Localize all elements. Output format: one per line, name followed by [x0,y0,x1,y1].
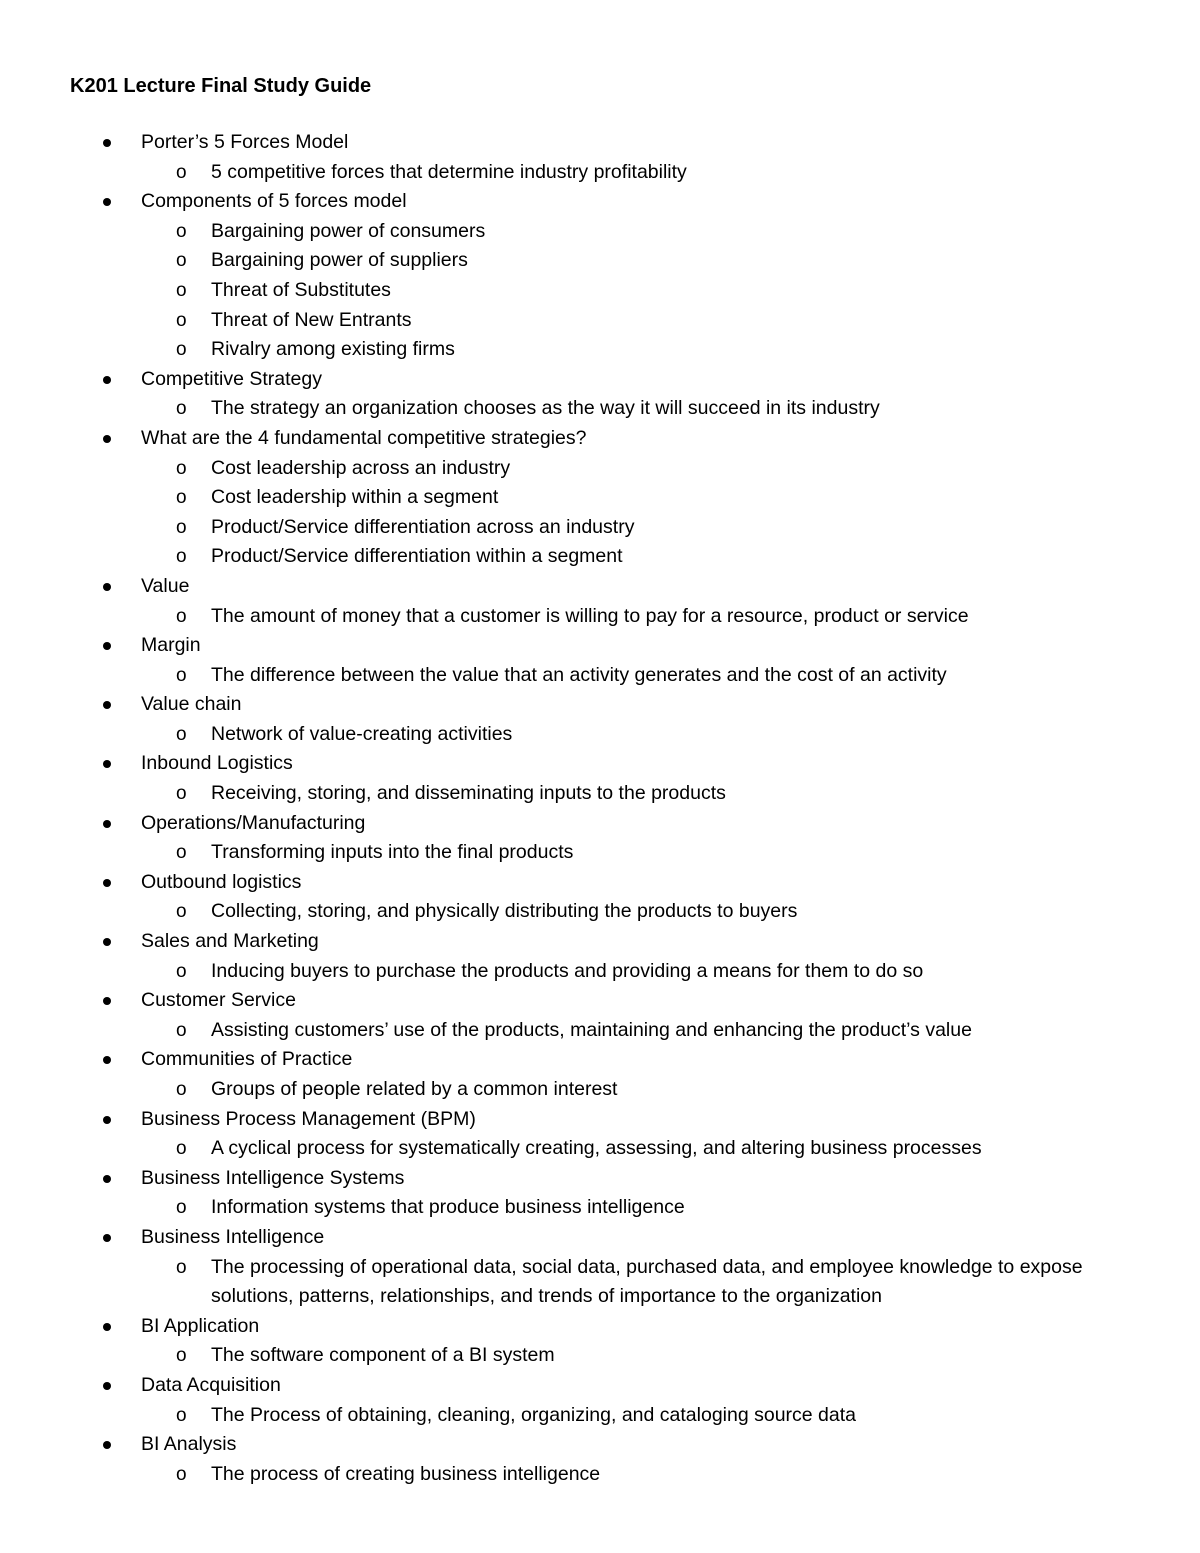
topic-row [0,1371,1200,1401]
bullet-icon [103,1382,111,1390]
sub-item-text: Bargaining power of suppliers [211,249,468,272]
document-title: K201 Lecture Final Study Guide [70,75,372,97]
hollow-bullet-icon: o [176,546,187,568]
sub-item-text: Cost leadership across an industry [211,456,511,479]
outline-topic [0,187,1200,365]
sub-item-list [0,1016,1200,1046]
topic-label: BI Application [141,1314,260,1337]
sub-item [0,779,1200,809]
sub-item [0,394,1200,424]
outline-topic [0,1223,1200,1312]
sub-item-list [0,838,1200,868]
sub-item [0,1401,1200,1431]
bullet-icon [103,435,111,443]
hollow-bullet-icon: o [176,487,187,509]
hollow-bullet-icon: o [176,220,187,242]
sub-item-text: The amount of money that a customer is willing to pay for a resource, product or service [211,604,969,627]
sub-item [0,1341,1200,1371]
topic-row [0,809,1200,839]
sub-item-text: Bargaining power of consumers [211,219,486,242]
sub-item [0,246,1200,276]
sub-item [0,335,1200,365]
topic-row [0,749,1200,779]
topic-row [0,424,1200,454]
sub-item [0,1075,1200,1105]
topic-label: Value [141,574,190,597]
outline-topic [0,690,1200,749]
outline-topic [0,1430,1200,1489]
hollow-bullet-icon: o [176,279,187,301]
topic-row [0,365,1200,395]
bullet-icon [103,139,111,147]
sub-item [0,454,1200,484]
bullet-icon [103,997,111,1005]
sub-item-text: A cyclical process for systematically creating, assessing, and altering business processes [211,1137,982,1160]
sub-item-list [0,454,1200,572]
sub-item-list [0,1341,1200,1371]
sub-item [0,720,1200,750]
topic-row [0,1312,1200,1342]
topic-row [0,572,1200,602]
sub-item-text: Rivalry among existing firms [211,338,455,361]
bullet-icon [103,938,111,946]
sub-item [0,1460,1200,1490]
bullet-icon [103,642,111,650]
topic-label: Value chain [141,693,242,716]
outline-topic [0,572,1200,631]
topic-label: Business Intelligence [141,1225,325,1248]
bullet-icon [103,376,111,384]
hollow-bullet-icon: o [176,457,187,479]
topic-row [0,690,1200,720]
hollow-bullet-icon: o [176,1138,187,1160]
topic-row [0,1105,1200,1135]
sub-item-text: The Process of obtaining, cleaning, organizing, and cataloging source data [211,1403,857,1426]
sub-item-list [0,394,1200,424]
sub-item-text: The process of creating business intelligence [211,1462,601,1485]
hollow-bullet-icon: o [176,250,187,272]
bullet-icon [103,879,111,887]
bullet-icon [103,1234,111,1242]
sub-item [0,306,1200,336]
sub-item-text: The software component of a BI system [211,1344,555,1367]
outline-topic [0,1312,1200,1371]
outline-topic [0,1164,1200,1223]
bullet-icon [103,760,111,768]
hollow-bullet-icon: o [176,1079,187,1100]
hollow-bullet-icon: o [176,516,187,538]
topic-label: Communities of Practice [141,1048,353,1071]
sub-item-list [0,1193,1200,1223]
topic-row [0,927,1200,957]
sub-item [0,838,1200,868]
study-guide-outline [0,128,1200,1489]
sub-item-text: Groups of people related by a common interest [211,1078,618,1100]
sub-item-text: The processing of operational data, social data, purchased data, and employee knowledge to expose solutions, patterns, relationships, and trends of importance to the organization [211,1255,1083,1308]
sub-item-list [0,1075,1200,1105]
topic-row [0,187,1200,217]
sub-item-list [0,1134,1200,1164]
hollow-bullet-icon: o [176,398,187,420]
topic-label: Components of 5 forces model [141,190,407,213]
sub-item-list [0,779,1200,809]
topic-label: Outbound logistics [141,870,302,893]
sub-item-text: Threat of Substitutes [211,278,391,301]
bullet-icon [103,583,111,591]
sub-item [0,1134,1200,1164]
topic-label: Customer Service [141,989,296,1012]
outline-topic [0,986,1200,1045]
hollow-bullet-icon: o [176,664,187,686]
topic-label: Margin [141,634,201,657]
sub-item [0,957,1200,987]
sub-item-list [0,602,1200,632]
outline-topic [0,927,1200,986]
sub-item-text: Cost leadership within a segment [211,486,499,509]
topic-row [0,631,1200,661]
sub-item-text: Product/Service differentiation within a segment [211,545,623,568]
sub-item [0,1253,1200,1312]
outline-topic [0,365,1200,424]
sub-item [0,217,1200,247]
bullet-icon [103,1441,111,1449]
topic-row [0,986,1200,1016]
sub-item-list [0,957,1200,987]
sub-item-text: Receiving, storing, and disseminating inputs to the products [211,782,726,805]
sub-item [0,483,1200,513]
hollow-bullet-icon: o [176,1197,187,1219]
sub-item [0,1016,1200,1046]
outline-topic [0,424,1200,572]
sub-item-list [0,217,1200,365]
sub-item [0,897,1200,927]
sub-item-list [0,1460,1200,1490]
sub-item-text: Inducing buyers to purchase the products and providing a means for them to do so [211,959,924,982]
topic-row [0,868,1200,898]
topic-label: Business Intelligence Systems [141,1166,405,1189]
bullet-icon [103,198,111,206]
outline-topic [0,868,1200,927]
sub-item [0,661,1200,691]
topic-label: Inbound Logistics [141,752,293,775]
outline-topic [0,1045,1200,1104]
hollow-bullet-icon: o [176,605,187,627]
sub-item [0,542,1200,572]
topic-label: What are the 4 fundamental competitive strategies? [141,426,587,449]
outline-topic [0,749,1200,808]
topic-label: Competitive Strategy [141,367,322,390]
bullet-icon [103,820,111,828]
outline-topic [0,809,1200,868]
bullet-icon [103,1056,111,1064]
sub-item [0,276,1200,306]
bullet-icon [103,1116,111,1124]
hollow-bullet-icon: o [176,723,187,745]
sub-item [0,602,1200,632]
topic-row [0,1164,1200,1194]
hollow-bullet-icon: o [176,1345,187,1367]
bullet-icon [103,701,111,709]
outline-topic [0,631,1200,690]
sub-item [0,158,1200,188]
sub-item-text: Information systems that produce business intelligence [211,1196,685,1219]
sub-item-text: Threat of New Entrants [211,308,412,331]
bullet-icon [103,1323,111,1331]
sub-item-text: The strategy an organization chooses as the way it will succeed in its industry [211,397,880,420]
sub-item-text: 5 competitive forces that determine industry profitability [211,160,687,183]
hollow-bullet-icon: o [176,1256,187,1278]
hollow-bullet-icon: o [176,1019,187,1041]
topic-label: Operations/Manufacturing [141,811,366,834]
topic-row [0,128,1200,158]
sub-item-text: Transforming inputs into the final products [211,841,574,864]
hollow-bullet-icon: o [176,339,187,361]
bullet-icon [103,1175,111,1183]
sub-item-list [0,661,1200,691]
outline-topic [0,1371,1200,1430]
sub-item-list [0,158,1200,188]
sub-item-text: The difference between the value that an activity generates and the cost of an activity [211,663,947,686]
sub-item-list [0,1253,1200,1312]
sub-item-list [0,1401,1200,1431]
topic-label: Business Process Management (BPM) [141,1107,476,1130]
outline-topic [0,128,1200,187]
outline-topic [0,1105,1200,1164]
sub-item-text: Product/Service differentiation across an industry [211,515,635,538]
sub-item-text: Assisting customers’ use of the products, maintaining and enhancing the product’s value [211,1018,972,1041]
hollow-bullet-icon: o [176,783,187,805]
topic-row [0,1430,1200,1460]
sub-item-list [0,720,1200,750]
hollow-bullet-icon: o [176,309,187,331]
topic-label: Sales and Marketing [141,930,319,953]
topic-row [0,1223,1200,1253]
hollow-bullet-icon: o [176,161,187,183]
sub-item-list [0,897,1200,927]
topic-label: Porter’s 5 Forces Model [141,131,349,153]
sub-item-text: Network of value-creating activities [211,722,513,745]
topic-label: Data Acquisition [141,1373,281,1396]
sub-item [0,513,1200,543]
topic-label: BI Analysis [141,1433,237,1456]
topic-row [0,1045,1200,1075]
hollow-bullet-icon: o [176,842,187,864]
hollow-bullet-icon: o [176,960,187,982]
hollow-bullet-icon: o [176,901,187,923]
hollow-bullet-icon: o [176,1463,187,1485]
hollow-bullet-icon: o [176,1404,187,1426]
sub-item-text: Collecting, storing, and physically distributing the products to buyers [211,900,798,923]
sub-item [0,1193,1200,1223]
